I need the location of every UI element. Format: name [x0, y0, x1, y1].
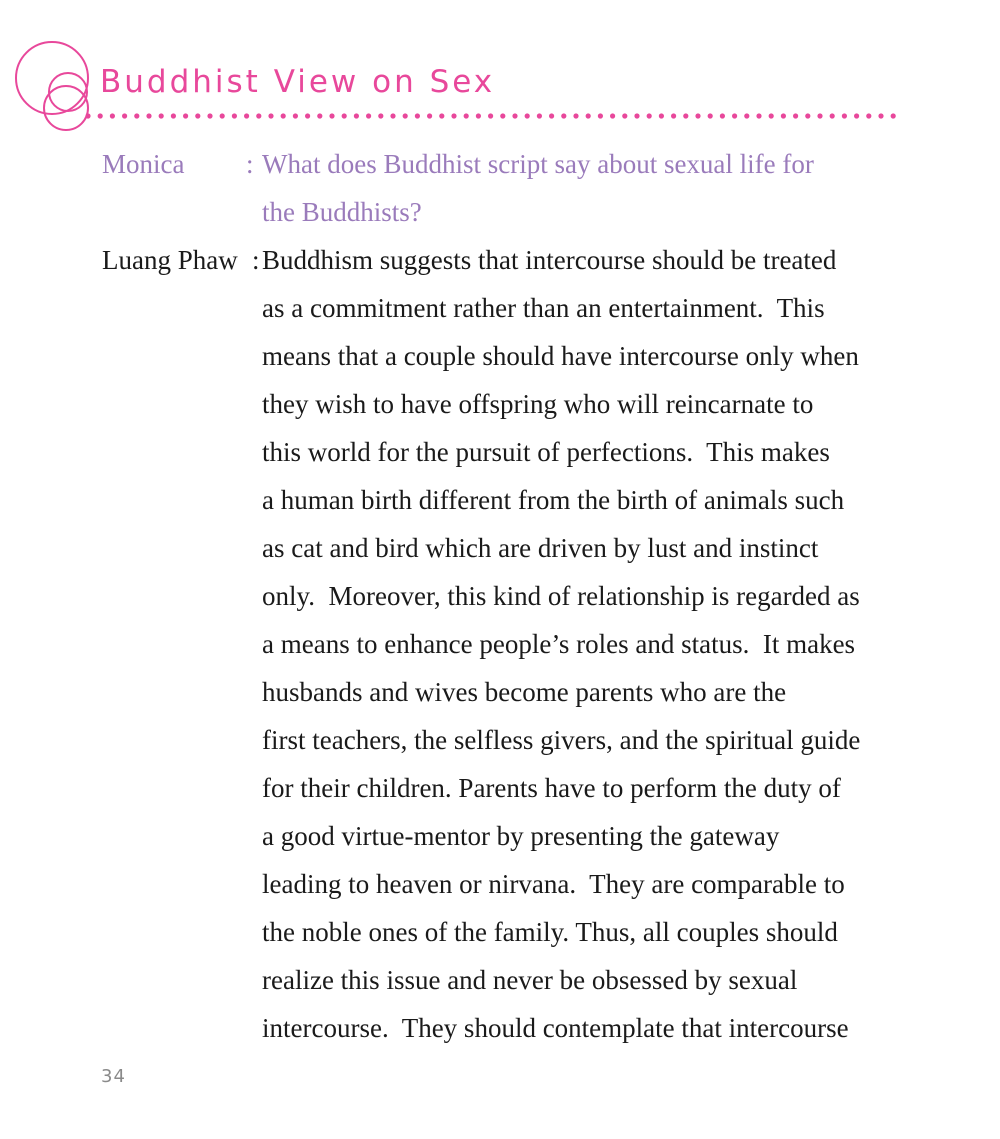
text-line: only. Moreover, this kind of relationship is regarded as: [262, 581, 860, 611]
page-title: Buddhist View on Sex: [100, 64, 496, 100]
monica-question: [262, 140, 922, 236]
text-line: the Buddhists?: [262, 197, 422, 227]
speaker-luang-phaw: Luang Phaw: [102, 245, 238, 275]
text-line: husbands and wives become parents who are the: [262, 677, 787, 707]
speaker-monica: Monica: [102, 149, 185, 179]
text-line: intercourse. They should contemplate that intercourse: [262, 1013, 849, 1043]
speaker-colon: :: [246, 149, 254, 179]
text-line: this world for the pursuit of perfections. This makes: [262, 437, 830, 467]
dotted-divider: [84, 108, 904, 124]
text-line: a human birth different from the birth of animals such: [262, 485, 845, 515]
text-line: a means to enhance people’s roles and status. It makes: [262, 629, 856, 659]
text-line: Buddhism suggests that intercourse should be treated: [262, 245, 837, 275]
text-line: first teachers, the selfless givers, and the spiritual guide: [262, 725, 861, 755]
text-line: a good virtue-mentor by presenting the gateway: [262, 821, 780, 851]
text-line: realize this issue and never be obsessed by sexual: [262, 965, 798, 995]
text-line: for their children. Parents have to perform the duty of: [262, 773, 841, 803]
luang-phaw-answer: [262, 236, 922, 1052]
text-line: leading to heaven or nirvana. They are comparable to: [262, 869, 845, 899]
page-number: 34: [101, 1066, 126, 1087]
text-line: as cat and bird which are driven by lust and instinct: [262, 533, 819, 563]
text-line: the noble ones of the family. Thus, all couples should: [262, 917, 838, 947]
text-line: What does Buddhist script say about sexual life for: [262, 149, 814, 179]
text-line: means that a couple should have intercourse only when: [262, 341, 859, 371]
speaker-colon: :: [252, 245, 260, 275]
text-line: as a commitment rather than an entertainment. This: [262, 293, 825, 323]
text-line: they wish to have offspring who will reincarnate to: [262, 389, 814, 419]
